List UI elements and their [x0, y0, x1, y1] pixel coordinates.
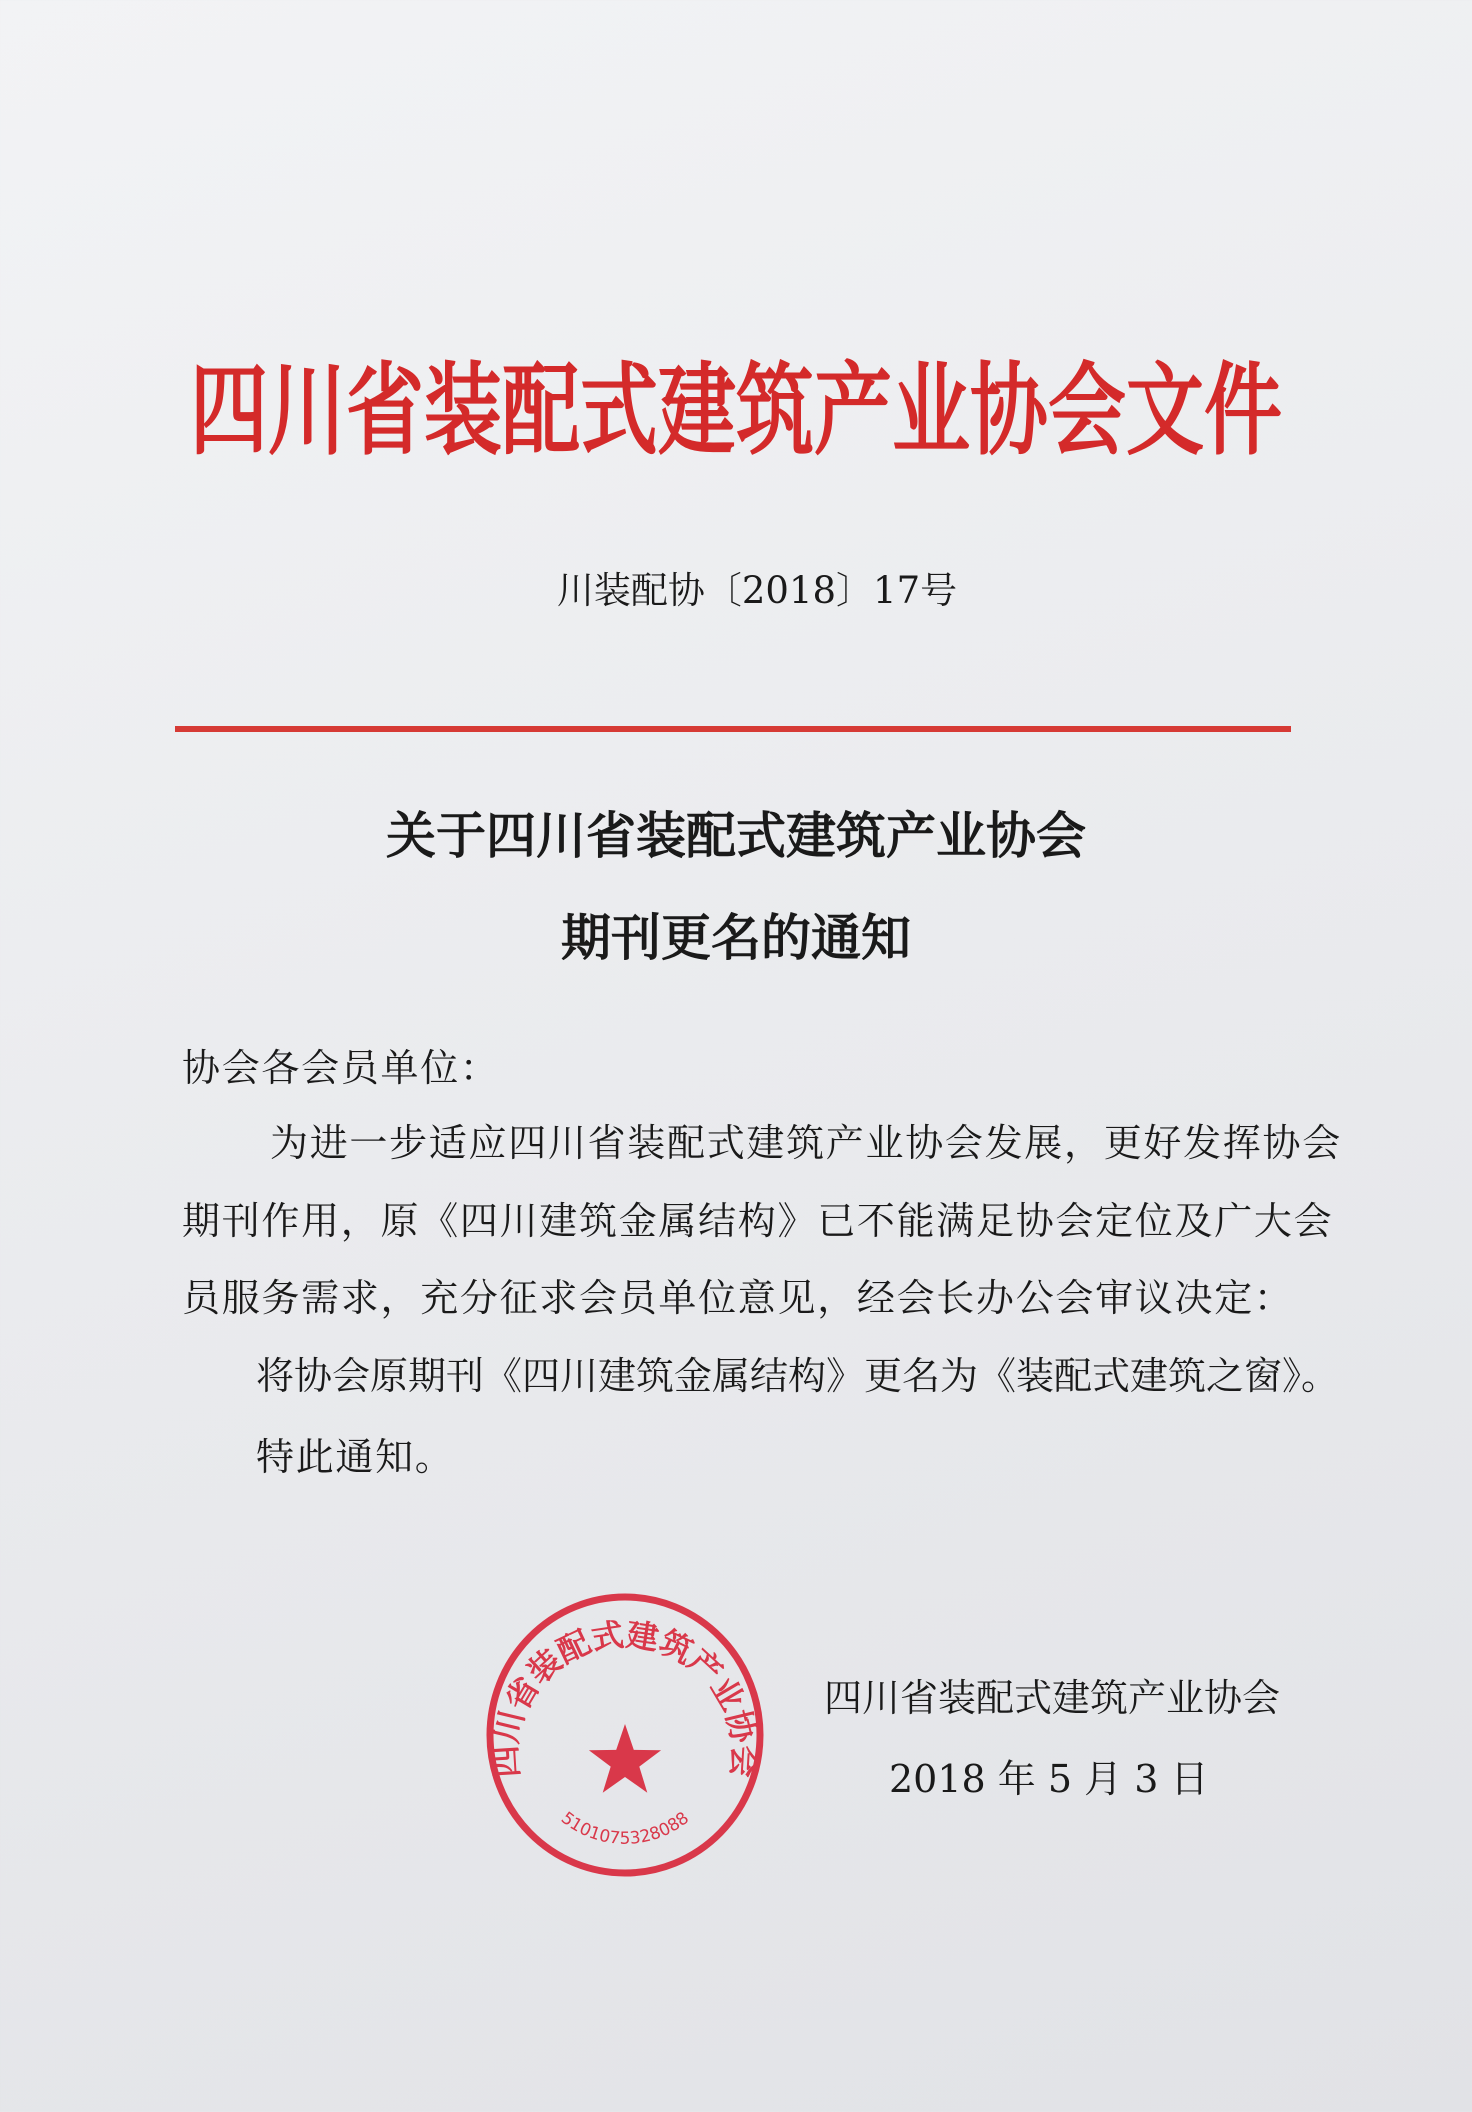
signature-organization: 四川省装配式建筑产业协会: [824, 1676, 1281, 1720]
body-line: 员服务需求，充分征求会员单位意见，经会长办公会审议决定：: [182, 1276, 1294, 1320]
document-header-title: 四川省装配式建筑产业协会文件: [190, 351, 1283, 469]
document-number: 川装配协〔2018〕17号: [556, 569, 958, 612]
seal-code: 5101075328088: [557, 1808, 693, 1849]
body-line: 将协会原期刊《四川建筑金属结构》更名为《装配式建筑之窗》。: [256, 1354, 1340, 1398]
salutation: 协会各会员单位：: [182, 1046, 500, 1090]
header-red-rule: [175, 726, 1291, 732]
official-seal-stamp: [480, 1590, 770, 1880]
body-line: 为进一步适应四川省装配式建筑产业协会发展，更好发挥协会: [270, 1121, 1342, 1165]
seal-text: 四川省装配式建筑产业协会: [486, 1615, 764, 1779]
body-line: 期刊作用，原《四川建筑金属结构》已不能满足协会定位及广大会: [182, 1199, 1334, 1243]
notice-heading-line1: 关于四川省装配式建筑产业协会: [386, 806, 1086, 865]
signature-date: 2018 年 5 月 3 日: [889, 1757, 1209, 1801]
body-line: 特此通知。: [256, 1435, 455, 1479]
seal-star-icon: [589, 1724, 661, 1793]
notice-heading-line2: 期刊更名的通知: [561, 908, 911, 967]
